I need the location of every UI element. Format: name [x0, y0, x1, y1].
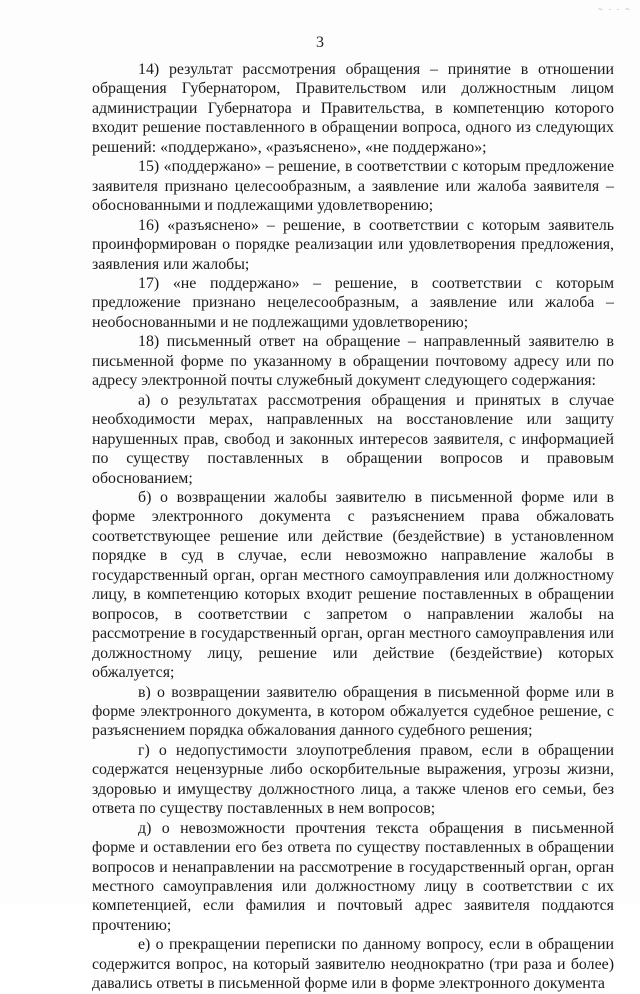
paragraph-14: 14) результат рассмотрения обращения – принятие в отношении обращения Губернатором, Правительством или должностным лицом администрации Губернатора и Правительства, в компетенцию которого входит решение поставленного в обращении вопроса, одного из следующих решений: «поддержано», «разъяснено», «не поддержано»; — [92, 61, 614, 156]
paragraph-18-d: д) о невозможности прочтения текста обращения в письменной форме и оставлении его без ответа по существу поставленных в обращении вопросов и ненаправлении на рассмотрение в государственный орган, орган местного самоуправления или должностному лицу в соответствии с их компетенцией, если фамилия и почтовый адрес заявителя поддаются прочтению; — [92, 819, 614, 934]
page-number: 3 — [316, 34, 324, 51]
paragraph-18-b: б) о возвращении жалобы заявителю в письменной форме или в форме электронного документа с разъяснением права обжаловать соответствующее решение или действие (бездействие) в установленном порядке в суд в случае, если невозможно направление жалобы в государственный орган, орган местного самоуправления или должностному лицу, в компетенцию которых входит решение поставленных в обращении вопросов, в соответствии с запретом о направлении жалобы на рассмотрение в государственный орган, орган местного самоуправления или должностному лицу, решение или действие (бездействие) которых обжалуется; — [92, 488, 614, 682]
paragraph-18-g: г) о недопустимости злоупотребления правом, если в обращении содержатся нецензурные либо оскорбительные выражения, угрозы жизни, здоровью и имуществу должностного лица, а также членов его семьи, без ответа по существу поставленных в нем вопросов; — [92, 741, 614, 818]
paragraph-18: 18) письменный ответ на обращение – направленный заявителю в письменной форме по указанному в обращении почтовому адресу или по адресу электронной почты служебный документ следующего содержания: — [92, 333, 614, 390]
document-body — [92, 60, 614, 994]
paragraph-18-e: е) о прекращении переписки по данному вопросу, если в обращении содержится вопрос, на который заявителю неоднократно (три раза и более) давались ответы в письменной форме или в форме электронного документа — [92, 936, 614, 993]
paragraph-17: 17) «не поддержано» – решение, в соответствии с которым предложение признано нецелесообразным, а заявление или жалоба – необоснованными и не подлежащими удовлетворению; — [92, 274, 614, 331]
paragraph-18-v: в) о возвращении заявителю обращения в письменной форме или в форме электронного документа, в котором обжалуется судебное решение, с разъяснением порядка обжалования данного судебного решения; — [92, 683, 614, 740]
paragraph-16: 16) «разъяснено» – решение, в соответствии с которым заявитель проинформирован о порядке реализации или удовлетворения предложения, заявления или жалобы; — [92, 216, 614, 273]
paragraph-15: 15) «поддержано» – решение, в соответствии с которым предложение заявителя признано целесообразным, а заявление или жалоба заявителя – обоснованными и подлежащими удовлетворению; — [92, 158, 614, 215]
paragraph-18-a: а) о результатах рассмотрения обращения и принятых в случае необходимости мерах, направленных на восстановление или защиту нарушенных прав, свобод и законных интересов заявителя, с информацией по существу поставленных в обращении вопросов и правовым обоснованием; — [92, 391, 614, 487]
scan-artifact: ~ - - ~ — [597, 6, 632, 13]
